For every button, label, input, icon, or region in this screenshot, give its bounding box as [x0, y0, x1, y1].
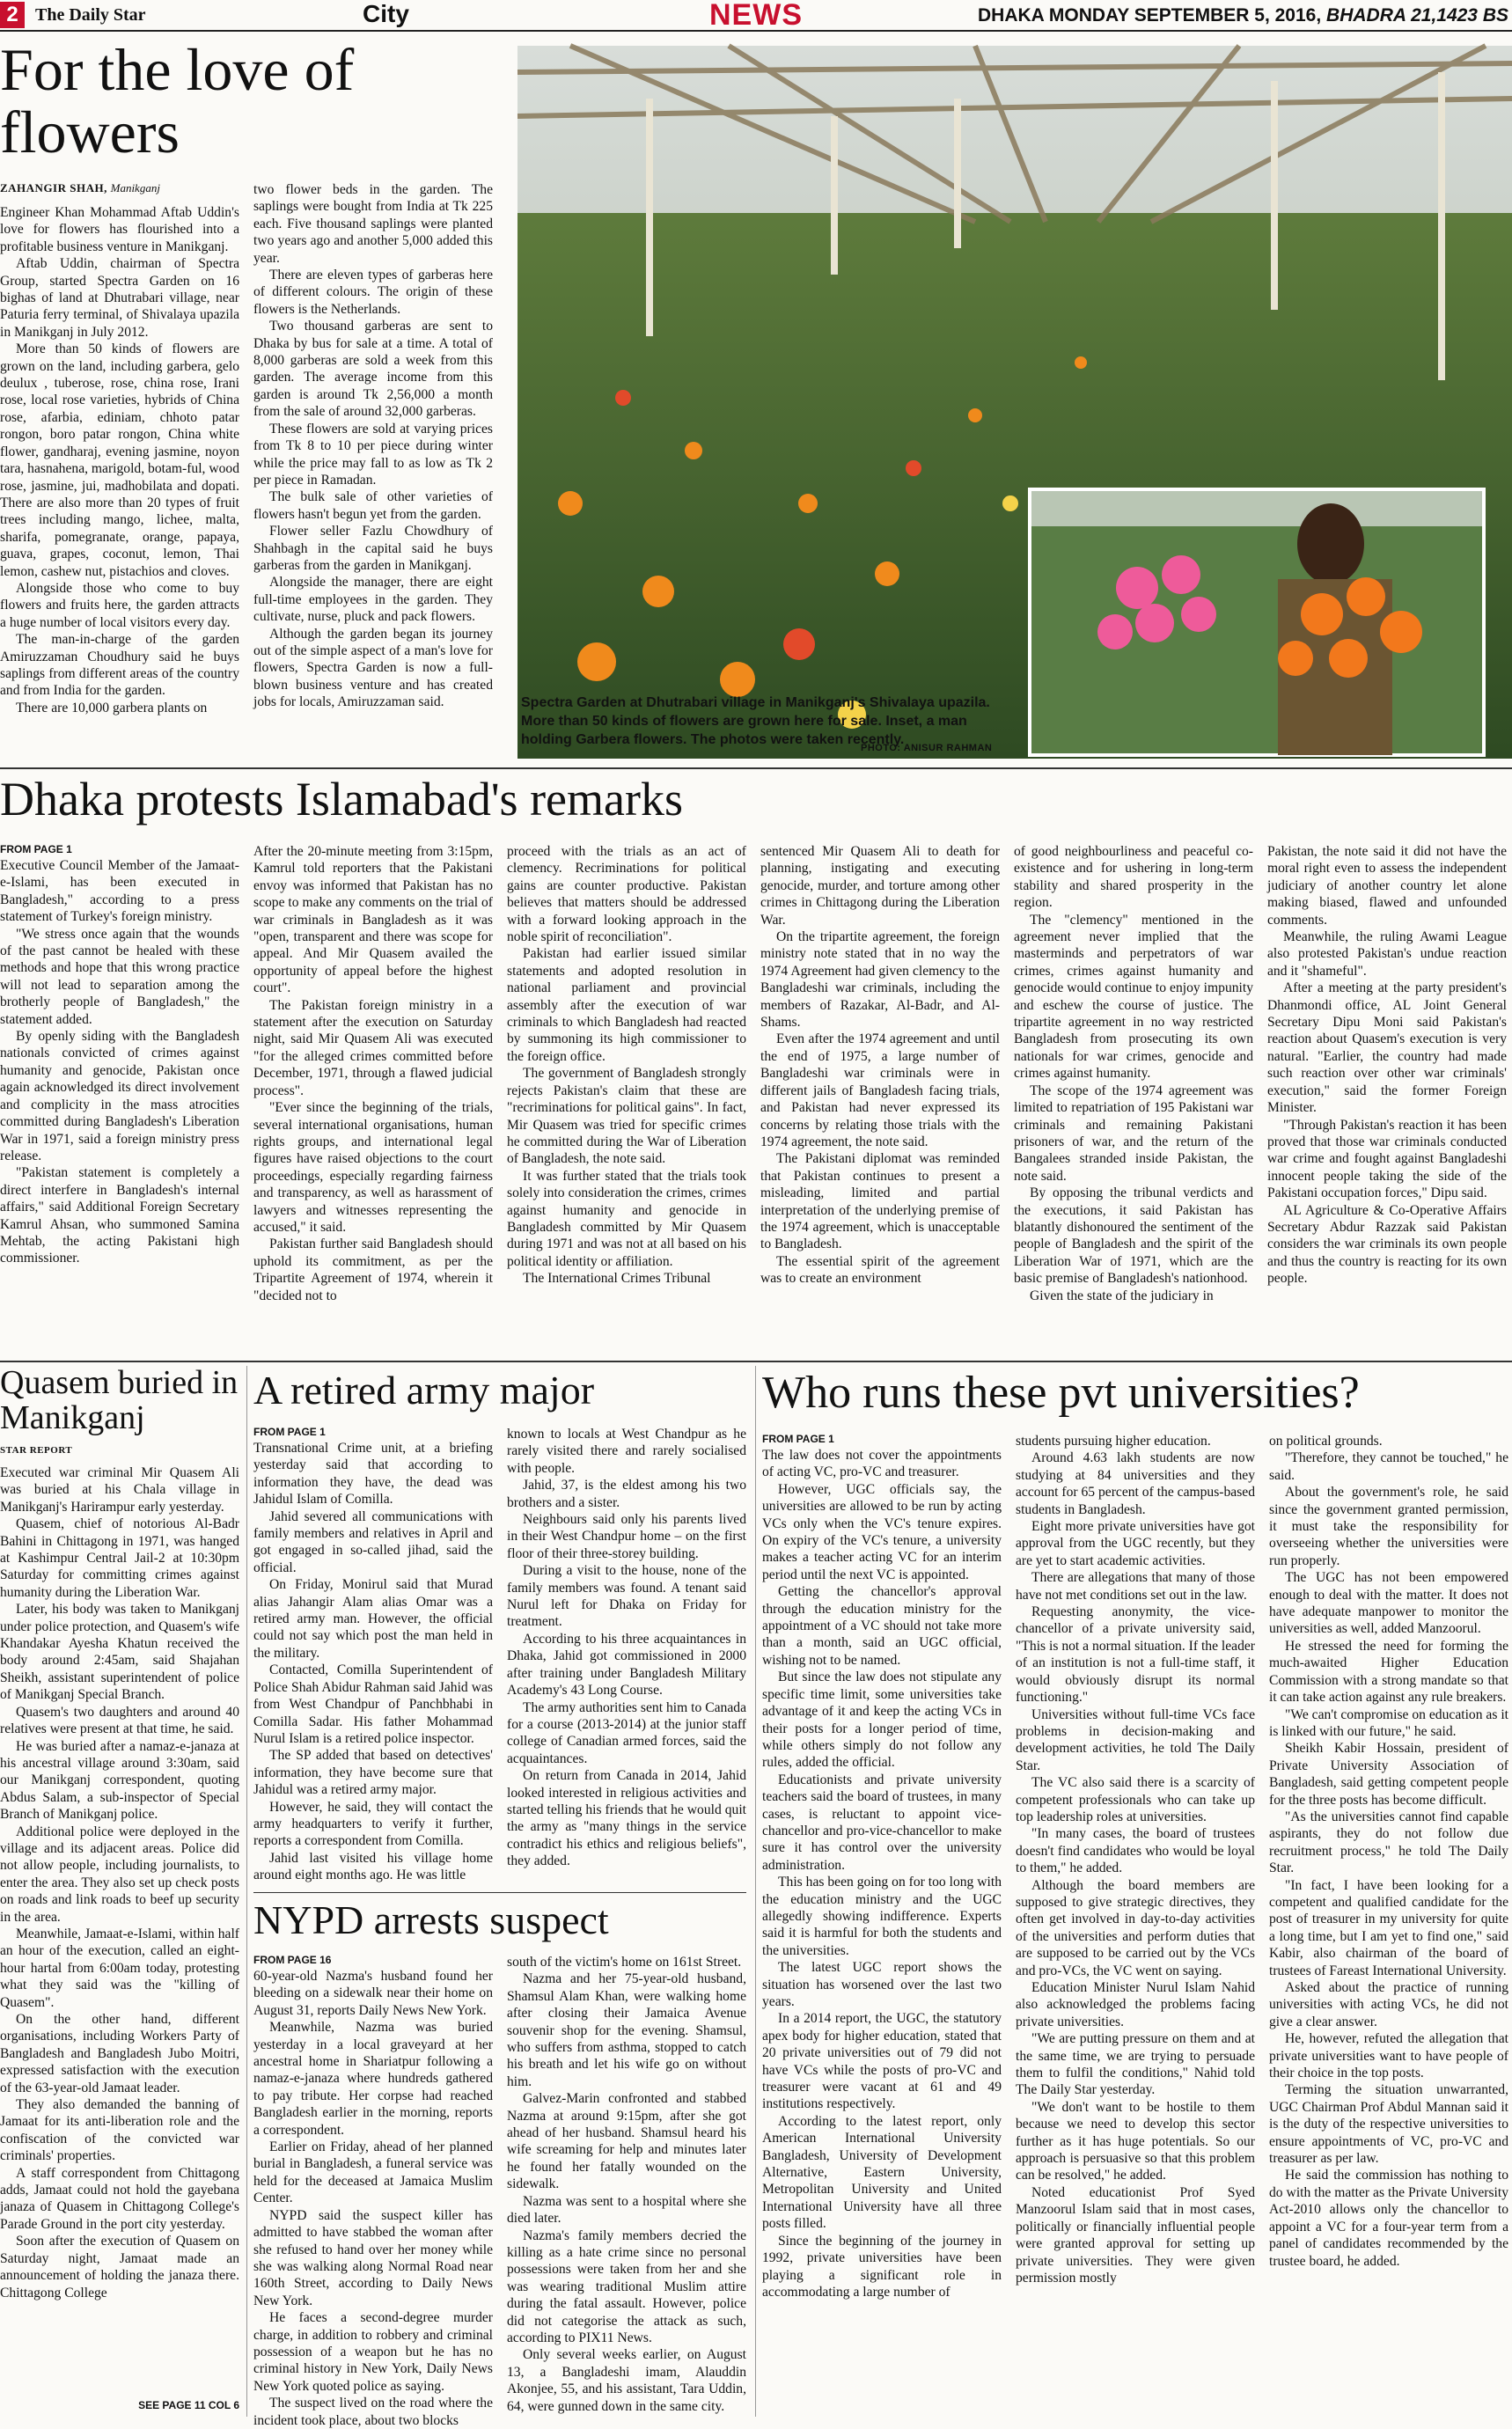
paragraph: 60-year-old Nazma's husband found her bleeding on a sidewalk near their home on August 31, reports Daily News New York. [253, 1969, 493, 2018]
paragraph: The essential spirit of the agreement was to create an environment [760, 1253, 1000, 1287]
pvt-column-1 [762, 1447, 1002, 2415]
paragraph: Although the board members are supposed to give strategic directives, they often get involved in day-to-day activities of the universities and perform duties that are supposed to be carried out by the VCs and pro-VCs, the VC went on saying. [1016, 1877, 1255, 1978]
paragraph: Around 4.63 lakh students are now studying at 84 universities and they account for 65 percent of the campus-based students in Bangladesh. [1016, 1450, 1255, 1517]
paragraph: "We stress once again that the wounds of the past cannot be healed with these methods and hope that this wrong practice will not lead to separation among the brotherly people of Bangladesh," the statement added. [0, 926, 239, 1027]
paragraph: The army authorities sent him to Canada for a course (2013-2014) at the junior staff college of Canadian armed forces, said the acquaintances. [507, 1699, 746, 1766]
army-headline: A retired army major [253, 1368, 595, 1413]
paragraph: This has been going on for too long with the education ministry and the UGC allegedly showing indifference. Experts said it is harmful for both the students and the universities. [762, 1875, 1002, 1958]
paragraph: He was buried after a namaz-e-janaza at his ancestral village around 3:30am, said our Manikganj correspondent, quoting Abdus Salam, a sub-inspector of Special Branch of Manikganj police. [0, 1738, 239, 1823]
paragraph: These flowers are sold at varying prices from Tk 8 to 10 per piece during winter while the price may fall to as low as Tk 2 per piece in Ramadan. [253, 421, 493, 488]
paragraph: Alongside those who come to buy flowers and fruits here, the garden attracts a huge number of local visitors every day. [0, 580, 239, 630]
nypd-column-1 [253, 1968, 493, 2428]
paragraph: Jahid severed all communications with family members and relatives in April and got engaged in so-called jihad, said the official. [253, 1508, 493, 1575]
paragraph: Transnational Crime unit, at a briefing yesterday said that according to information they have, the dead was Jahidul Islam of Comilla. [253, 1441, 493, 1508]
paragraph: south of the victim's home on 161st Street. [507, 1955, 742, 1970]
paragraph: In a 2014 report, the UGC, the statutory apex body for higher education, stated that 20 private universities out of 79 did not have VCs while the posts of pro-VC and treasurer were vacant at 61 and 49 institutions respectively. [762, 2011, 1002, 2112]
paragraph: "In many cases, the board of trustees doesn't find candidates who would be loyal to them," he added. [1016, 1826, 1255, 1876]
paragraph: The International Crimes Tribunal [523, 1271, 711, 1287]
paragraph: By opposing the tribunal verdicts and the executions, it said Pakistan has blatantly dishonoured the sentiment of the people of Bangladesh and the spirit of the Liberation War of 1971, which are the basic premise of Bangladesh's nationhood. [1014, 1185, 1253, 1287]
dhaka-column-4 [760, 843, 1000, 1355]
paragraph: students pursuing higher education. [1016, 1434, 1211, 1449]
dhaka-column-5 [1014, 843, 1253, 1355]
nypd-column-2 [507, 1954, 746, 2415]
paragraph: Nazma was sent to a hospital where she died later. [507, 2193, 746, 2227]
dhaka-column-2 [253, 843, 493, 1355]
paragraph: known to locals at West Chandpur as he rarely visited there and rarely socialised with people. [507, 1427, 746, 1476]
flowers-headline: For the love of flowers [0, 36, 355, 166]
pvt-column-3 [1269, 1433, 1508, 2415]
paragraph: "Therefore, they cannot be touched," he said. [1269, 1450, 1508, 1483]
paragraph: Pakistan, the note said it did not have the moral right even to assess the independent judiciary of another country let alone making biased, flawed and unfounded comments. [1267, 844, 1507, 928]
paragraph: Aftab Uddin, chairman of Spectra Group, started Spectra Garden on 16 bighas of land at Dhutrabari village, near Paturia ferry terminal, of Shivalaya upazila in Manikganj in July 2012. [0, 256, 239, 340]
paragraph: Neighbours said only his parents lived in their West Chandpur home – on the first floor of their three-storey building. [507, 1512, 746, 1561]
news-label: NEWS [709, 0, 803, 32]
paragraph: By openly siding with the Bangladesh nationals convicted of crimes against humanity and genocide, Pakistan once again acknowledged its direct involvement and complicity in the mass atrocities committed during Bangladesh's Liberation War in 1971, said a foreign ministry press release. [0, 1029, 239, 1163]
flowers-byline [0, 181, 160, 195]
dhaka-headline: Dhaka protests Islamabad's remarks [0, 773, 683, 826]
dateline-date: DHAKA MONDAY SEPTEMBER 5, 2016, [978, 5, 1322, 26]
paragraph: Engineer Khan Mohammad Aftab Uddin's love for flowers has flourished into a profitable business venture in Manikganj. [0, 205, 239, 254]
paragraph: Nazma's family members decried the killing as a hate crime since no personal possessions were taken from her and she was wearing traditional Muslim attire during the fatal assault. However, police did not categorise the attack as such, according to PIX11 News. [507, 2227, 746, 2345]
nypd-headline: NYPD arrests suspect [253, 1897, 609, 1942]
pvt-column-2 [1016, 1433, 1255, 2415]
paragraph: He said the commission has nothing to do with the matter as the Private University Act-2010 allows only the chancellor to appoint a VC for a four-year term from a panel of candidates recommended by the trustee board, he added. [1269, 2168, 1508, 2269]
paragraph: Noted educationist Prof Syed Manzoorul Islam said that in most cases, politically or financially influential people were granted approval for setting up private universities. They were given permission mostly [1016, 2184, 1255, 2286]
paragraph: Given the state of the judiciary in [1030, 1288, 1214, 1303]
paragraph: More than 50 kinds of flowers are grown on the land, including garbera, gelo deulux , tuberose, rose, china rose, Irani rose, local rose varieties, hybrids of China rose, afarbia, ediniam, chhoto patar rongon, boro patar rongon, China white flower, gandharaj, evening jasmine, noyon tara, hasnahena, marigold, botam-ful, wood rose, jasmine, jui, madhobilata and dopati. There are also more than 20 types of fruit trees including mango, lichee, malta, sharifa, pomegranate, orange, papaya, guava, grapes, coconut, lemon, Thai lemon, cashew nut, pistachios and cloves. [0, 341, 239, 579]
paragraph: proceed with the trials as an act of clemency. Recriminations for political gains are counter productive. Pakistan believes that matters should be addressed with a forward looking approach in the noble spirit of reconciliation". [507, 844, 746, 945]
paragraph: "We are putting pressure on them and at the same time, we are trying to persuade them to fulfil the conditions," Nahid told The Daily Star yesterday. [1016, 2031, 1255, 2098]
paragraph: Even after the 1974 agreement and until the end of 1975, a large number of Bangladeshi war criminals were in different jails of Bangladesh facing trials, and Pakistan had never expressed its concerns by relating those trials with the 1974 agreement, the note said. [760, 1031, 1000, 1149]
paragraph: Contacted, Comilla Superintendent of Police Shah Abidur Rahman said Jahid was from West Chandpur of Panchbhabi in Comilla Sadar. His father Mohammad Nurul Islam is a retired police inspector. [253, 1662, 493, 1746]
paragraph: Quasem's two daughters and around 40 relatives were present at that time, he said. [0, 1704, 239, 1737]
divider-dhaka [0, 1361, 1512, 1362]
paragraph: Galvez-Marin confronted and stabbed Nazma at around 9:15pm, after she got ahead of her husband. Shamsul heard his wife screaming for help and minutes later he found her fatally wounded on the sidewalk. [507, 2091, 746, 2192]
dhaka-from-page: FROM PAGE 1 [0, 843, 72, 855]
paragraph: Education Minister Nurul Islam Nahid also acknowledged the problems facing private universities. [1016, 1980, 1255, 2029]
dateline [978, 5, 1508, 26]
paragraph: Alongside the manager, there are eight full-time employees in the garden. They cultivate, nurse, pluck and pack flowers. [253, 575, 493, 625]
masthead: The Daily Star [35, 5, 146, 25]
paragraph: The Pakistani diplomat was reminded that Pakistan continues to present a misleading, limited and partial interpretation of the underlying premise of the 1974 agreement, which is unacceptable to Bangladesh. [760, 1151, 1000, 1252]
paragraph: Meanwhile, Jamaat-e-Islami, within half an hour of the execution, called an eight-hour hartal from 6:00am today, protesting what they said was the "killing of Quasem". [0, 1926, 239, 2010]
paragraph: On the tripartite agreement, the foreign ministry note stated that in no way the 1974 Agreement had given clemency to the Bangladeshi war criminals, including the members of Razakar, Al-Badr, and Al-Shams. [760, 929, 1000, 1031]
paragraph: The VC also said there is a scarcity of competent professionals who can take up top leadership roles at universities. [1016, 1775, 1255, 1824]
paragraph: It was further stated that the trials took solely into consideration the crimes, crimes against humanity and genocide in Bangladesh committed by Mir Quasem during 1971 and was not at all based on his political identity or affiliation. [507, 1168, 746, 1269]
paragraph: The "clemency" mentioned in the agreement never implied that the masterminds and perpetrators of war crimes, crimes against humanity and genocide would continue to enjoy impunity and eschew the course of justice. The tripartite agreement in no way restricted Bangladesh from prosecuting its own nationals for war crimes, genocide and crimes against humanity. [1014, 912, 1253, 1082]
paragraph: Jahid, 37, is the eldest among his two brothers and a sister. [507, 1478, 746, 1510]
byline-name: ZAHANGIR SHAH, [0, 181, 107, 194]
paragraph: On return from Canada in 2014, Jahid looked interested in religious activities and started telling his friends that he would quit the army as "many things in the service contradict his ethics and religious beliefs", they added. [507, 1768, 746, 1869]
paragraph: There are eleven types of garberas here of different colours. The origin of these flowers is the Netherlands. [253, 268, 493, 317]
paragraph: On Friday, Monirul said that Murad alias Jahangir Alam alias Omar was a retired army man. However, the official could not say which post the man held in the military. [253, 1577, 493, 1661]
paragraph: Only several weeks earlier, on August 13, a Bangladeshi imam, Alauddin Akonjee, 55, and his assistant, Tara Uddin, 64, were gunned down in the same city. [507, 2347, 746, 2414]
paragraph: Asked about the practice of running universities with acting VCs, he did not give a clear answer. [1269, 1980, 1508, 2029]
photo-caption: Spectra Garden at Dhutrabari village in Manikganj's Shivalaya upazila. More than 50 kinds of flowers are grown here for sale. Inset, a man holding Garbera flowers. The photos were taken recently. [521, 695, 990, 747]
quasem-headline: Quasem buried in Manikganj [0, 1364, 239, 1436]
paragraph: Earlier on Friday, ahead of her planned burial in Bangladesh, a funeral service was held for the deceased at Jamaica Muslim Center. [253, 2139, 493, 2206]
photo-credit: PHOTO: ANISUR RAHMAN [861, 743, 993, 753]
paragraph: Executive Council Member of the Jamaat-e-Islami, has been executed in Bangladesh," according to a press statement of Turkey's foreign ministry. [0, 858, 239, 925]
section-label: City [363, 0, 409, 27]
paragraph: NYPD said the suspect killer has admitted to have stabbed the woman after she refused to hand over her money while she was walking along Normal Road near 160th Street, according to Daily News New York. [253, 2207, 493, 2308]
paragraph: The man-in-charge of the garden Amiruzzaman Choudhury said he buys saplings from different areas of the country and from India for the garden. [0, 632, 239, 699]
paragraph: Since the beginning of the journey in 1992, private universities have been playing a significant role in accommodating a large number of [762, 2233, 1002, 2300]
pvt-from-page: FROM PAGE 1 [762, 1433, 834, 1445]
paragraph: He faces a second-degree murder charge, in addition to robbery and criminal possession of a weapon but he has no criminal history in New York, Daily News New York quoted police as saying. [253, 2310, 493, 2394]
paragraph: Terming the situation unwarranted, UGC Chairman Prof Abdul Mannan said it is the duty of the respective universities to ensure appointments of VC, pro-VC and treasurer as per law. [1269, 2082, 1508, 2167]
paragraph: Pakistan further said Bangladesh should uphold its commitment, as per the Tripartite Agreement of 1974, wherein it "decided not to [253, 1237, 493, 1303]
army-column-1 [253, 1440, 493, 1883]
dateline-bengali: BHADRA 21,1423 BS [1326, 5, 1508, 26]
paragraph: The scope of the 1974 agreement was limited to repatriation of 195 Pakistani war criminals and remaining Pakistani prisoners of war, and the return of the Bangalees stranded inside Pakistan, the note said. [1014, 1082, 1253, 1184]
paragraph: "Pakistan statement is completely a direct interfere in Bangladesh's internal affairs," said Additional Foreign Secretary Kamrul Ahsan, who summoned Samina Mehtab, the acting Pakistani high commissioner. [0, 1165, 239, 1266]
army-from-page: FROM PAGE 1 [253, 1426, 326, 1438]
paragraph: The government of Bangladesh strongly rejects Pakistan's claim that these are "recriminations for political gains". In fact, Mir Quasem was tried for specific crimes he committed during the War of Liberation of Bangladesh, the note said. [507, 1066, 746, 1167]
paragraph: Universities without full-time VCs face problems in decision-making and development activities, he told The Daily Star. [1016, 1706, 1255, 1773]
paragraph: "We can't compromise on education as it is linked with our future," he said. [1269, 1706, 1508, 1739]
paragraph: Nazma and her 75-year-old husband, Shamsul Alam Khan, were walking home after closing their Jamaica Avenue souvenir shop for the evening. Shamsul, who suffers from asthma, stopped to catch his breath and let his wife go on without him. [507, 1971, 746, 2089]
paragraph: Requesting anonymity, the vice-chancellor of a private university said, "This is not a normal situation. If the leader of an institution is not a full-time staff, it would obviously disrupt its normal functioning." [1016, 1604, 1255, 1706]
paragraph: On the other hand, different organisations, including Workers Party of Bangladesh and Bangladesh Jubo Moitri, expressed satisfaction with the execution of the 63-year-old Jamaat leader. [0, 2012, 239, 2095]
flowers-column-1 [0, 204, 239, 752]
paragraph: Soon after the execution of Quasem on Saturday night, Jamaat made an announcement of holding the janaza there. Chittagong College [0, 2234, 239, 2301]
paragraph: He stressed the need for forming the much-awaited Higher Education Commission with a strong mandate so that it can take action against any rule breakers. [1269, 1638, 1508, 1706]
divider-pvt [755, 1366, 756, 2417]
paragraph: "In fact, I have been looking for a competent and qualified candidate for the post of treasurer in my university for quite a long time, but I am yet to find one," said Kabir, also chairman of the board of trustees of Fareast International University. [1269, 1877, 1508, 1978]
paragraph: Later, his body was taken to Manikganj under police protection, and Quasem's wife Khandakar Ayesha Khatun received the body around 2:45am, said Shajahan Sheikh, assistant superintendent of police of Manikganj Special Branch. [0, 1602, 239, 1703]
divider-quasem [246, 1366, 247, 2417]
paragraph: They also demanded the banning of Jamaat for its anti-liberation role and the confiscation of the convicted war criminals' properties. [0, 2097, 239, 2164]
nypd-from-page: FROM PAGE 16 [253, 1954, 332, 1966]
inset-photo [1028, 488, 1486, 757]
quasem-byline: STAR REPORT [0, 1445, 73, 1456]
dhaka-column-6 [1267, 843, 1507, 1355]
paragraph: Additional police were deployed in the village and its adjacent areas. Police did not allow people, including journalists, to enter the area. They also set up check posts on roads and link roads to beef up security in the area. [0, 1824, 239, 1925]
paragraph: He, however, refuted the allegation that private universities want to have people of their choice in the top posts. [1269, 2031, 1508, 2081]
paragraph: A staff correspondent from Chittagong adds, Jamaat could not hold the gayebana janaza of Quasem in Chittagong College's Parade Ground in the port city yesterday. [0, 2165, 239, 2232]
paragraph: Executed war criminal Mir Quasem Ali was buried at his Chala village in Manikganj's Harirampur early yesterday. [0, 1465, 239, 1515]
paragraph: The Pakistan foreign ministry in a statement after the execution on Saturday night, said Mir Quasem Ali was executed "for the alleged crimes committed before December, 1971, through a flawed judicial process". [253, 997, 493, 1098]
paragraph: "We don't want to be hostile to them because we need to develop this sector further as it has huge potentials. So our approach is persuasive so that this problem can be resolved," he added. [1016, 2099, 1255, 2183]
pvt-headline: Who runs these pvt universities? [762, 1368, 1360, 1418]
dhaka-column-1 [0, 857, 239, 1355]
paragraph: Although the garden began its journey out of the simple aspect of a man's love for flowers, Spectra Garden is now a full-blown business venture and has created jobs for locals, Amiruzzaman said. [253, 626, 493, 710]
paragraph: During a visit to the house, none of the family members was found. A tenant said Nurul left for Dhaka on Friday for treatment. [507, 1563, 746, 1630]
paragraph: sentenced Mir Quasem Ali to death for planning, instigating and executing genocide, murder, and torture among other crimes in Chittagong during the Liberation War. [760, 844, 1000, 928]
page-number: 2 [0, 2, 25, 28]
paragraph: However, he said, they will contact the army headquarters to verify it further, reports a correspondent from Comilla. [253, 1799, 493, 1849]
paragraph: AL Agriculture & Co-Operative Affairs Secretary Abdur Razzak said Pakistan considers the war criminals its own people and thus the country is reacting for its own people. [1267, 1202, 1507, 1287]
paragraph: However, UGC officials say, the universities are allowed to be run by acting VCs only when the VC's tenure expires. On expiry of the VC's tenure, a university makes a teacher acting VC for an interim period until the next VC is appointed. [762, 1481, 1002, 1582]
army-column-2 [507, 1426, 746, 1873]
paragraph: After a meeting at the party president's Dhanmondi office, AL Joint General Secretary Dipu Moni said Pakistan's reaction about Quasem's execution is very natural. "Earlier, the country had made such reaction over other war criminals' execution," said the former Foreign Minister. [1267, 980, 1507, 1116]
paragraph: Flower seller Fazlu Chowdhury of Shahbagh in the capital said he buys garberas from the garden in Manikganj. [253, 524, 493, 573]
paragraph: "Through Pakistan's reaction it has been proved that those war criminals conducted war crime and fought against Bangladeshi innocent people taking the side of the Pakistani occupation forces," Dipu said. [1267, 1117, 1507, 1201]
paragraph: Meanwhile, the ruling Awami League also protested Pakistan's undue reaction and it "shameful". [1267, 929, 1507, 979]
flowers-column-2 [253, 181, 493, 752]
paragraph: on political grounds. [1269, 1434, 1383, 1449]
paragraph: The bulk sale of other varieties of flowers hasn't begun yet from the garden. [253, 489, 493, 522]
quasem-column [0, 1464, 239, 2394]
paragraph: The law does not cover the appointments of acting VC, pro-VC and treasurer. [762, 1448, 1002, 1480]
paragraph: of good neighbourliness and peaceful co-existence and for ushering in long-term stability and shared prosperity in the region. [1014, 844, 1253, 911]
paragraph: "Ever since the beginning of the trials, several international organisations, human rights groups, and international legal figures have raised objections to the court proceedings, especially regarding fairness and transparency, as well as harassment of lawyers and witnesses representing the accused," it said. [253, 1100, 493, 1235]
paragraph: two flower beds in the garden. The saplings were bought from India at Tk 225 each. Five thousand saplings were planted two years ago and another 5,000 added this year. [253, 182, 493, 266]
inset-photo-image [1031, 491, 1482, 753]
paragraph: "As the universities cannot find capable aspirants, they do not follow due recruitment process," he told The Daily Star. [1269, 1809, 1508, 1876]
paragraph: The UGC has not been empowered enough to deal with the matter. It does not have adequate manpower to monitor the universities as well, added Manzoorul. [1269, 1570, 1508, 1637]
paragraph: Meanwhile, Nazma was buried yesterday in a local graveyard at her ancestral home in Shariatpur following a namaz-e-janaza where hundreds gathered to pay tribute. Her corpse had reached Bangladesh earlier in the morning, reports a correspondent. [253, 2020, 493, 2138]
paragraph: The latest UGC report shows the situation has worsened over the last two years. [762, 1960, 1002, 2009]
paragraph: About the government's role, he said since the government granted permission, it must take the responsibility for overseeing whether the universities were run properly. [1269, 1485, 1508, 1568]
paragraph: Jahid last visited his village home around eight months ago. He was little [253, 1850, 493, 1883]
paragraph: Two thousand garberas are sent to Dhaka by bus for sale at a time. A total of 8,000 garberas are sold a week from this garden. The average income from this garden is around Tk 2,56,000 a month from the sale of around 32,000 garberas. [253, 319, 493, 420]
paragraph: There are 10,000 garbera plants on [16, 700, 208, 715]
divider-flowers [0, 767, 1512, 769]
paragraph: After the 20-minute meeting from 3:15pm, Kamrul told reporters that the Pakistani envoy was informed that Pakistan has no scope to make any comments on the trial of war criminals in Bangladesh as it was "open, transparent and there was scope for appeal. And Mir Quasem availed the opportunity of appeal before the highest court". [253, 844, 493, 996]
paragraph: Getting the chancellor's approval through the education ministry for the appointment of a VC should not take more than a month, said an UGC official, wishing not to be named. [762, 1584, 1002, 1668]
paragraph: According to the latest report, only American International University Bangladesh, University of Development Alternative, Eastern University, Metropolitan University and United International University have all three posts filled. [762, 2113, 1002, 2232]
paragraph: Eight more private universities have got approval from the UGC recently, but they are yet to start academic activities. [1016, 1519, 1255, 1568]
paragraph: There are allegations that many of those have not met conditions set out in the law. [1016, 1570, 1255, 1603]
paragraph: But since the law does not stipulate any specific time limit, some universities take advantage of it and keep the acting VCs in their posts for a longer period of time, while others simply do not follow any rules, added the official. [762, 1669, 1002, 1771]
paragraph: Quasem, chief of notorious Al-Badr Bahini in Chittagong in 1971, was hanged at Kashimpur Central Jail-2 at 10:30pm Saturday for committing crimes against humanity during the Liberation War. [0, 1516, 239, 1600]
byline-place: Manikganj [110, 181, 160, 194]
paragraph: Educationists and private university teachers said the board of trustees, in many cases, is reluctant to appoint vice-chancellor and pro-vice-chancellor to make sure it has control over the university administration. [762, 1772, 1002, 1873]
quasem-jump: SEE PAGE 11 COL 6 [138, 2399, 239, 2411]
divider-army [253, 1892, 746, 1893]
paragraph: The SP added that based on detectives' information, they have become sure that Jahidul was a retired army major. [253, 1748, 493, 1798]
paragraph: The suspect lived on the road where the incident took place, about two blocks [253, 2396, 493, 2428]
dhaka-column-3 [507, 843, 746, 1355]
paragraph: Sheikh Kabir Hossain, president of Private University Association of Bangladesh, said getting competent people for the three posts has become difficult. [1269, 1741, 1508, 1808]
paragraph: According to his three acquaintances in Dhaka, Jahid got commissioned in 2000 after training under Bangladesh Military Academy's 43 Long Course. [507, 1631, 746, 1699]
paragraph: Pakistan had earlier issued similar statements and adopted resolution in national parliament and provincial assembly after the execution of war criminals to which Bangladesh had reacted by summoning its high commissioner to the foreign office. [507, 946, 746, 1064]
